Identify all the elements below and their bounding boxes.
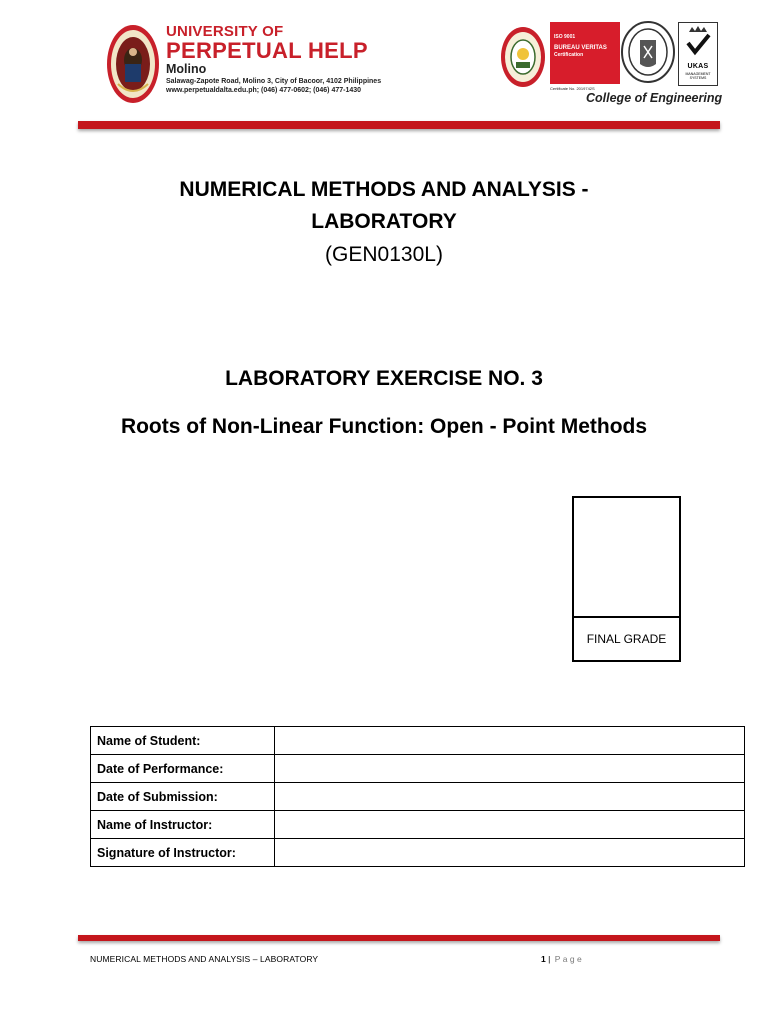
header-divider [78, 121, 720, 129]
student-info-table [90, 726, 745, 867]
iso-type: Certification [554, 52, 584, 58]
table-row [91, 755, 745, 783]
campus-name: Molino [166, 62, 207, 76]
date-of-performance-field[interactable] [275, 755, 745, 783]
table-row [91, 811, 745, 839]
university-contact: www.perpetualdalta.edu.ph; (046) 477-0602; (046) 477-1430 [166, 87, 362, 94]
course-title-line1: NUMERICAL METHODS AND ANALYSIS - [179, 178, 589, 201]
table-row [91, 783, 745, 811]
iso-certification-badge [550, 22, 620, 84]
course-title-block [0, 174, 768, 272]
final-grade-label: FINAL GRADE [586, 632, 667, 646]
ukas-badge [678, 22, 718, 86]
page-word: Page [554, 954, 585, 964]
date-of-performance-label: Date of Performance: [91, 755, 275, 783]
final-grade-box [572, 496, 681, 662]
university-name-line2: PERPETUAL HELP [166, 38, 368, 63]
instructor-name-label: Name of Instructor: [91, 811, 275, 839]
ukas-crown-check-icon [679, 23, 717, 63]
instructor-signature-field[interactable] [275, 839, 745, 867]
page-number: 1 [541, 954, 546, 964]
iso-body: BUREAU VERITAS [554, 45, 607, 51]
student-name-label: Name of Student: [91, 727, 275, 755]
date-of-submission-field[interactable] [275, 783, 745, 811]
iso-certificate-number: Certificate No. 2019742S [550, 86, 595, 91]
footer-divider [78, 935, 720, 941]
university-address: Salawag-Zapote Road, Molino 3, City of Bacoor, 4102 Philippines [166, 78, 382, 85]
date-of-submission-label: Date of Submission: [91, 783, 275, 811]
bureau-veritas-seal-icon [620, 20, 676, 84]
footer-course-title: NUMERICAL METHODS AND ANALYSIS – LABORATORY [90, 954, 319, 964]
ukas-label: UKAS [687, 63, 709, 70]
exercise-topic: Roots of Non-Linear Function: Open - Point Methods [120, 415, 648, 438]
course-code: (GEN0130L) [325, 243, 443, 266]
student-name-field[interactable] [275, 727, 745, 755]
instructor-name-field[interactable] [275, 811, 745, 839]
university-name-line1: UNIVERSITY OF [166, 23, 284, 40]
university-seal-icon [106, 24, 160, 104]
page-separator: | [548, 954, 551, 964]
ukas-subtitle: MANAGEMENT SYSTEMS [685, 72, 711, 80]
engineering-seal-icon [500, 26, 546, 88]
exercise-number: LABORATORY EXERCISE NO. 3 [225, 367, 543, 390]
page-header [0, 0, 768, 130]
table-row [91, 839, 745, 867]
iso-standard: ISO 9001 [554, 34, 576, 40]
instructor-signature-label: Signature of Instructor: [91, 839, 275, 867]
exercise-title-block [0, 362, 768, 444]
table-row [91, 727, 745, 755]
university-name-block [166, 24, 406, 95]
college-name: College of Engineering [586, 91, 723, 105]
final-grade-field[interactable] [574, 498, 679, 618]
course-title-line2: LABORATORY [311, 210, 457, 233]
footer-page-number [541, 954, 584, 964]
